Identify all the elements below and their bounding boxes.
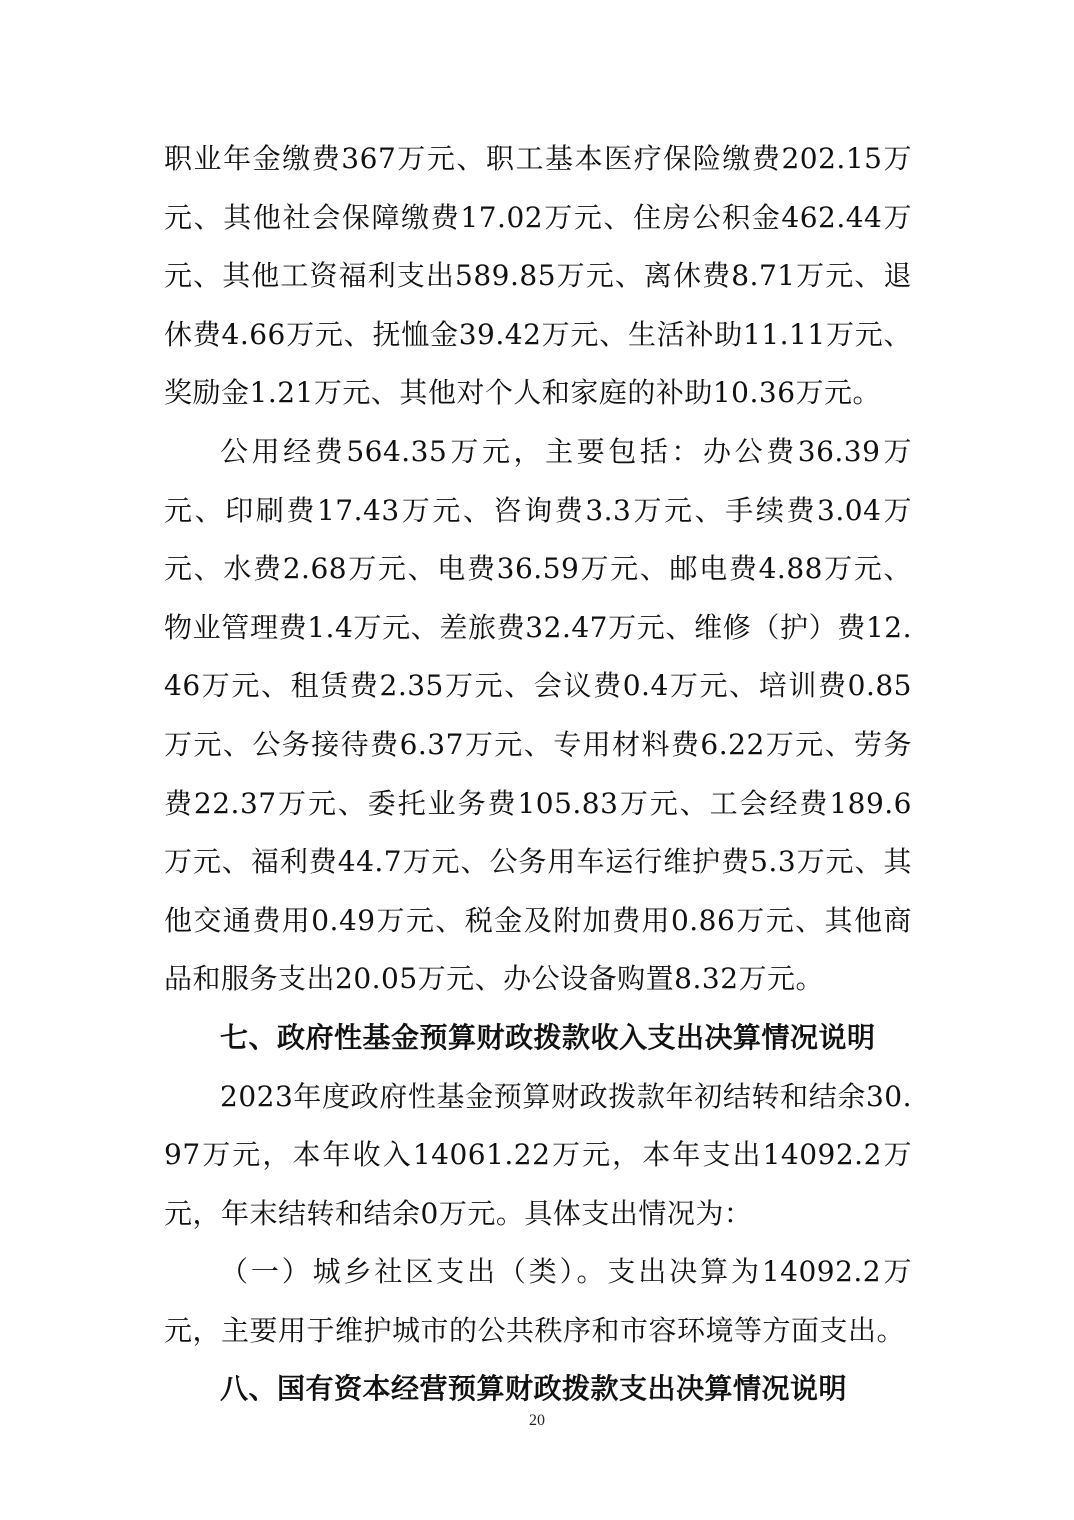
section-heading-8: 八、国有资本经营预算财政拨款支出决算情况说明 [220,1372,848,1406]
document-body [164,130,912,1419]
section-heading-7: 七、政府性基金预算财政拨款收入支出决算情况说明 [220,1020,876,1054]
body-paragraph-personnel-expenses: 职业年金缴费367万元、职工基本医疗保险缴费202.15万元、其他社会保障缴费17.02万元、住房公积金462.44万元、其他工资福利支出589.85万元、离休费8.71万元、退休费4.66万元、抚恤金39.42万元、生活补助11.11万元、奖励金1.21万元、其他对个人和家庭的补助10.36万元。 [164,142,912,410]
body-paragraph-public-expenses: 公用经费564.35万元，主要包括：办公费36.39万元、印刷费17.43万元、咨询费3.3万元、手续费3.04万元、水费2.68万元、电费36.59万元、邮电费4.88万元、物业管理费1.4万元、差旅费32.47万元、维修（护）费12.46万元、租赁费2.35万元、会议费0.4万元、培训费0.85万元、公务接待费6.37万元、专用材料费6.22万元、劳务费22.37万元、委托业务费105.83万元、工会经费189.6万元、福利费44.7万元、公务用车运行维护费5.3万元、其他交通费用0.49万元、税金及附加费用0.86万元、其他商品和服务支出20.05万元、办公设备购置8.32万元。 [164,434,912,996]
page-number: 20 [529,1412,545,1429]
section-7-paragraph-summary: 2023年度政府性基金预算财政拨款年初结转和结余30.97万元，本年收入14061.22万元，本年支出14092.2万元，年末结转和结余0万元。具体支出情况为： [164,1079,912,1230]
section-7-paragraph-urban-rural: （一）城乡社区支出（类）。支出决算为14092.2万元，主要用于维护城市的公共秩序和市容环境等方面支出。 [164,1255,912,1347]
